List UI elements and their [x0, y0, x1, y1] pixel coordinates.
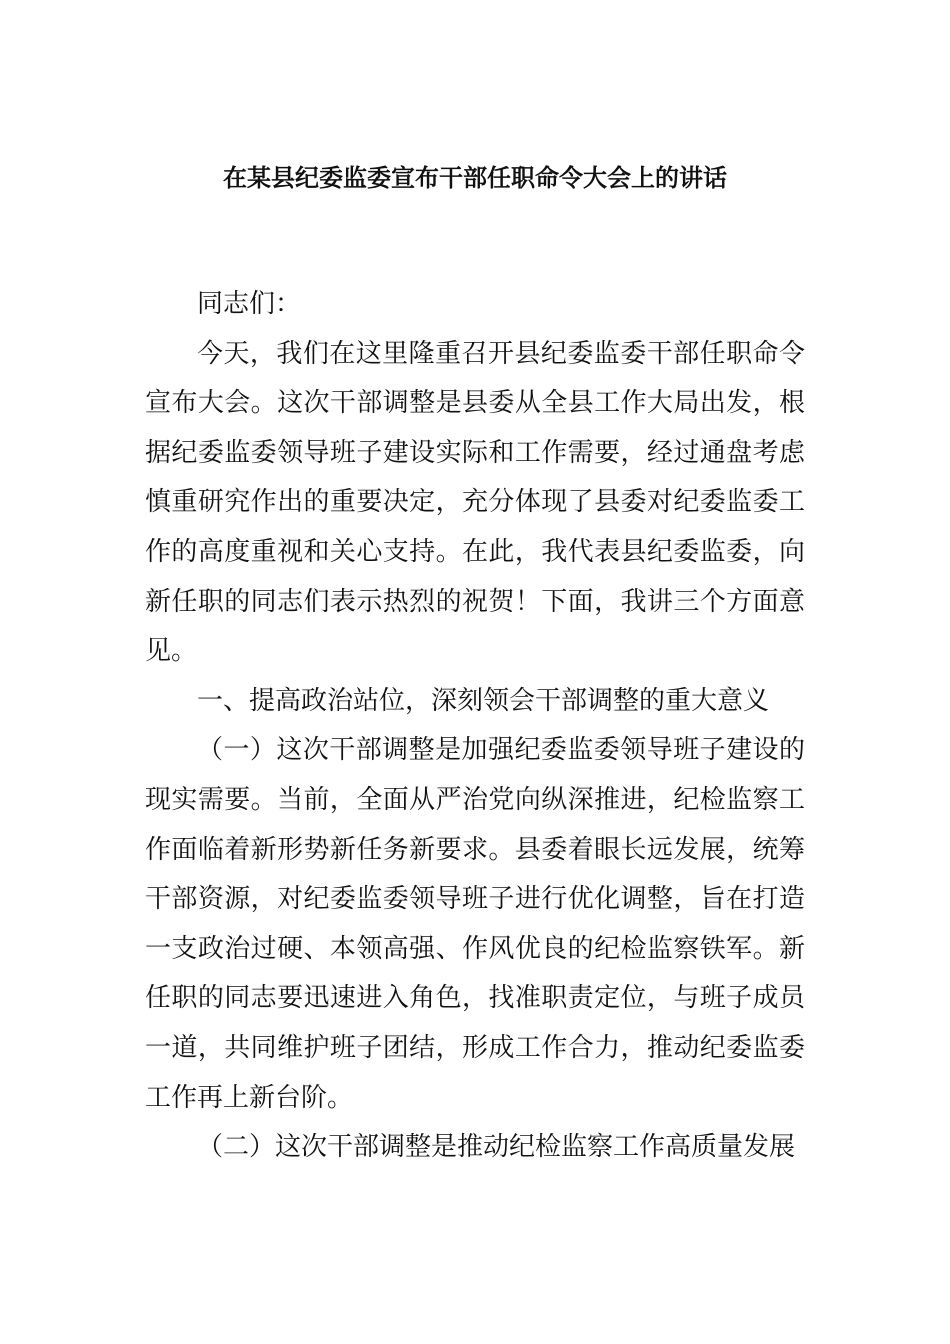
opening-paragraph: 今天，我们在这里隆重召开县纪委监委干部任职命令宣布大会。这次干部调整是县委从全县工作大局出发，根据纪委监委领导班子建设实际和工作需要，经过通盘考虑慎重研究作出的重要决定，充分体现了县委对纪委监委工作的高度重视和关心支持。在此，我代表县纪委监委，向新任职的同志们表示热烈的祝贺！下面，我讲三个方面意见。: [145, 338, 805, 667]
document-body: [145, 280, 805, 1173]
salutation-paragraph: 同志们：: [197, 289, 302, 319]
section-heading: 一、提高政治站位，深刻领会干部调整的重大意义: [197, 685, 770, 716]
document-title: 在某县纪委监委宣布干部任职命令大会上的讲话: [223, 164, 727, 192]
subsection-two-paragraph: （二）这次干部调整是推动纪检监察工作高质量发展: [197, 1132, 796, 1163]
subsection-one-paragraph: （一）这次干部调整是加强纪委监委领导班子建设的现实需要。当前，全面从严治党向纵深推进，纪检监察工作面临着新形势新任务新要求。县委着眼长远发展，统筹干部资源，对纪委监委领导班子进行优化调整，旨在打造一支政治过硬、本领高强、作风优良的纪检监察铁军。新任职的同志要迅速进入角色，找准职责定位，与班子成员一道，共同维护班子团结，形成工作合力，推动纪委监委工作再上新台阶。: [145, 735, 805, 1113]
